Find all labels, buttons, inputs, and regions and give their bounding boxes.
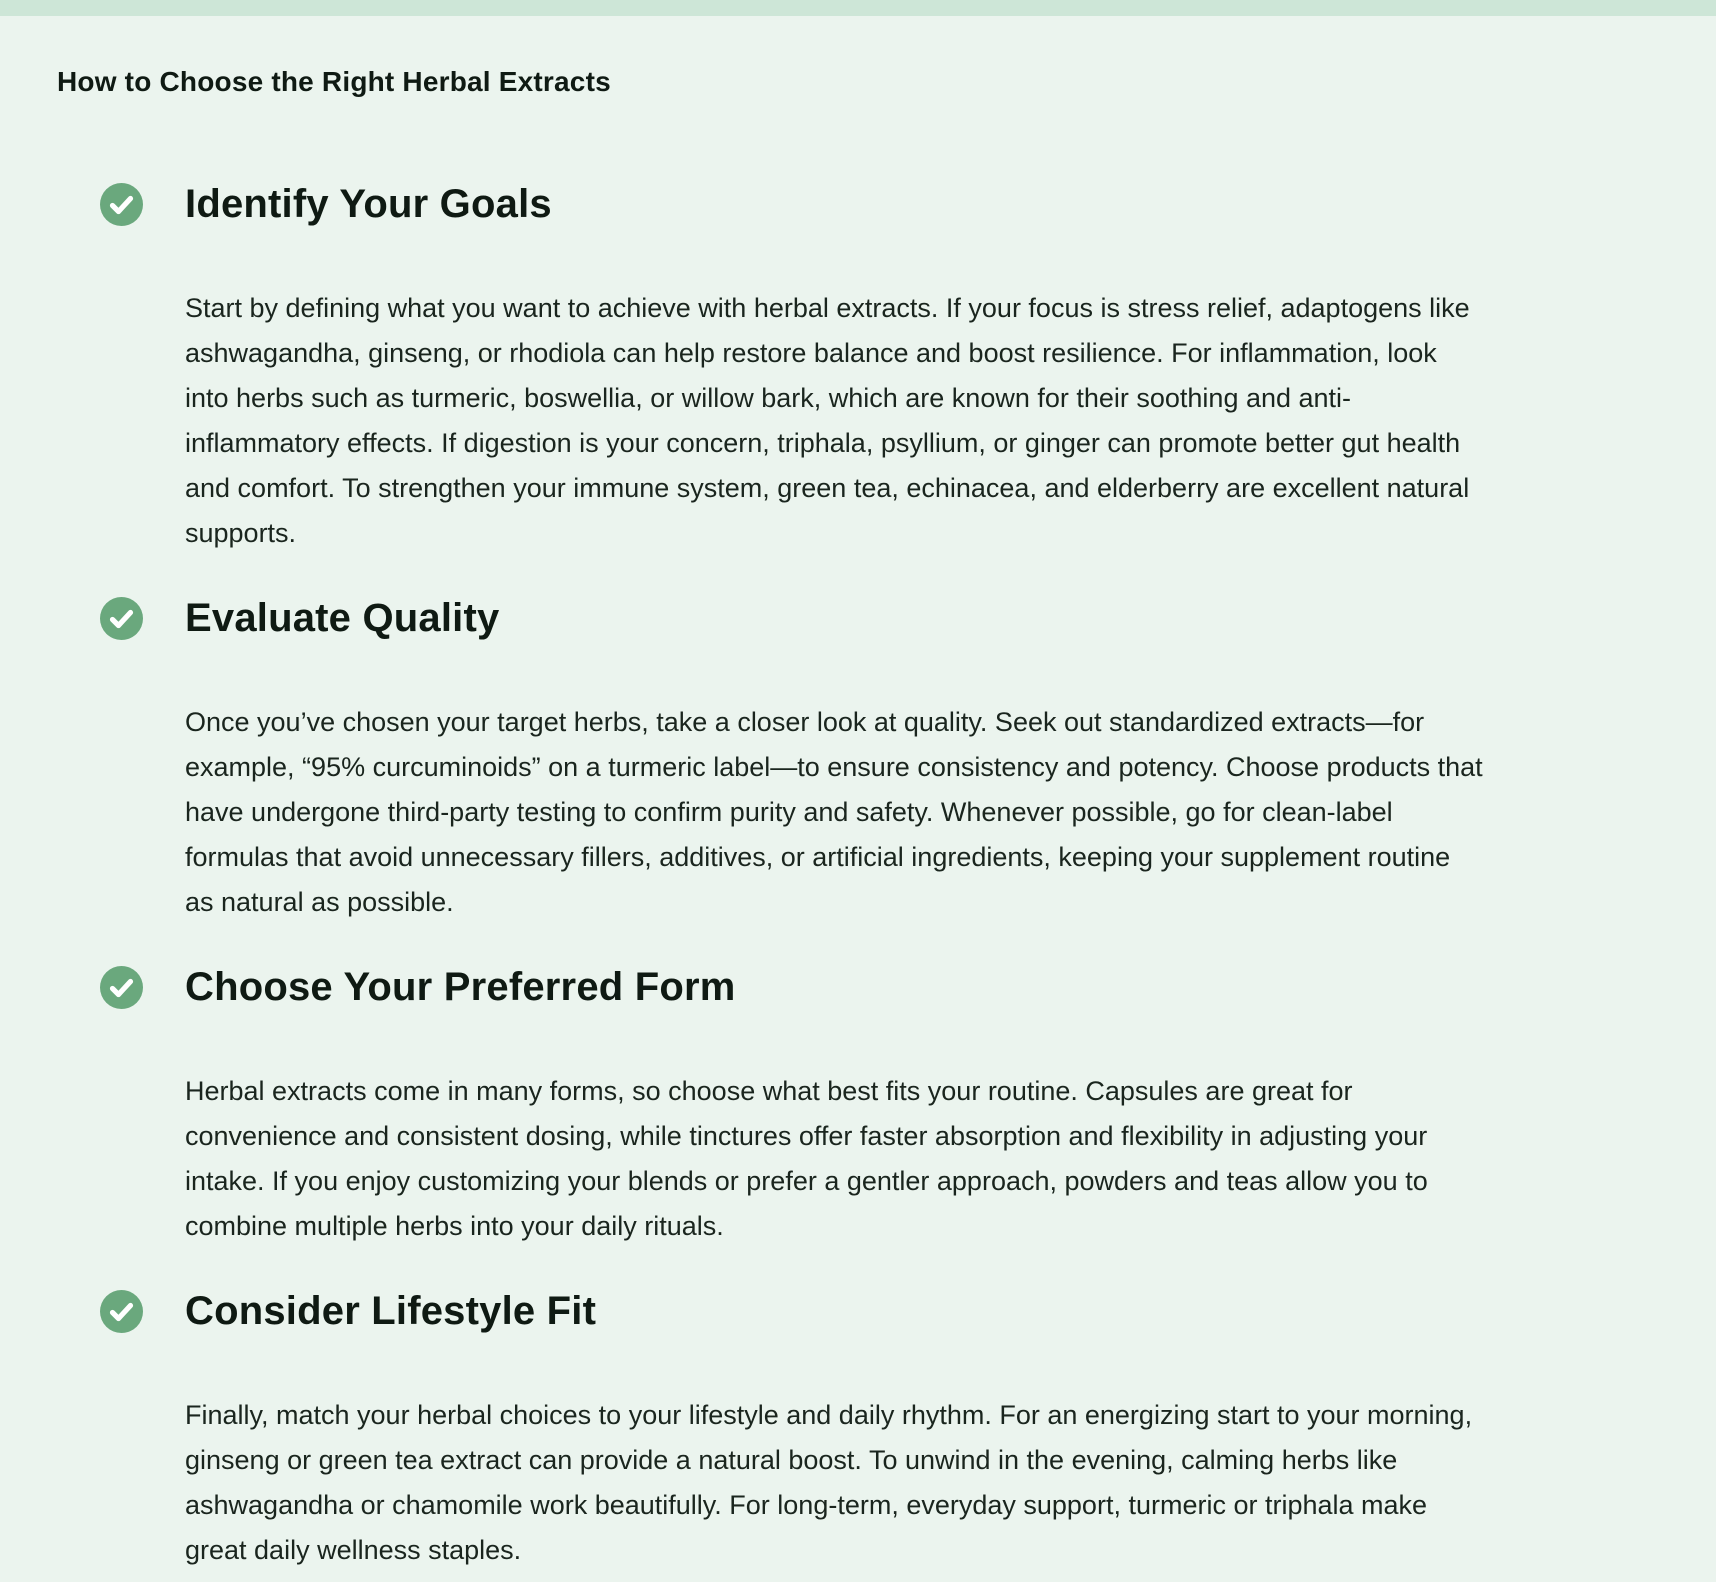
article-page xyxy=(0,65,1716,1573)
section-body-text: Start by defining what you want to achieve with herbal extracts. If your focus is stress relief, adaptogens like ashwagandha, ginseng, or rhodiola can help restore balance and boost resilience. For inflammation, look into herbs such as turmeric, boswellia, or willow bark, which are known for their soothing and anti-inflammatory effects. If digestion is your concern, triphala, psyllium, or ginger can promote better gut health and comfort. To strengthen your immune system, green tea, echinacea, and elderberry are excellent natural supports. xyxy=(185,293,1470,548)
check-circle-icon xyxy=(100,597,143,640)
check-circle-icon xyxy=(100,1290,143,1333)
page-title: How to Choose the Right Herbal Extracts xyxy=(57,66,611,97)
section-header xyxy=(100,1287,1659,1335)
section-choose-your-preferred-form xyxy=(57,963,1659,1249)
check-circle-icon xyxy=(100,183,143,226)
section-evaluate-quality xyxy=(57,594,1659,925)
top-strip xyxy=(0,0,1716,16)
check-circle-icon xyxy=(100,966,143,1009)
section-heading: Evaluate Quality xyxy=(185,596,500,640)
section-body-text: Once you’ve chosen your target herbs, take a closer look at quality. Seek out standardized extracts—for example, “95% curcuminoids” on a turmeric label—to ensure consistency and potency. Choose products that have undergone third-party testing to confirm purity and safety. Whenever possible, go for clean-label formulas that avoid unnecessary fillers, additives, or artificial ingredients, keeping your supplement routine as natural as possible. xyxy=(185,707,1483,917)
section-identify-your-goals xyxy=(57,180,1659,556)
section-consider-lifestyle-fit xyxy=(57,1287,1659,1573)
section-heading: Choose Your Preferred Form xyxy=(185,965,736,1009)
section-header xyxy=(100,180,1659,228)
section-header xyxy=(100,963,1659,1011)
section-body-text: Herbal extracts come in many forms, so choose what best fits your routine. Capsules are great for convenience and consistent dosing, while tinctures offer faster absorption and flexibility in adjusting your intake. If you enjoy customizing your blends or prefer a gentler approach, powders and teas allow you to combine multiple herbs into your daily rituals. xyxy=(185,1076,1428,1241)
section-heading: Identify Your Goals xyxy=(185,182,552,226)
section-heading: Consider Lifestyle Fit xyxy=(185,1289,597,1333)
section-header xyxy=(100,594,1659,642)
section-body-text: Finally, match your herbal choices to your lifestyle and daily rhythm. For an energizing start to your morning, ginseng or green tea extract can provide a natural boost. To unwind in the evening, calming herbs like ashwagandha or chamomile work beautifully. For long-term, everyday support, turmeric or triphala make great daily wellness staples. xyxy=(185,1400,1473,1565)
